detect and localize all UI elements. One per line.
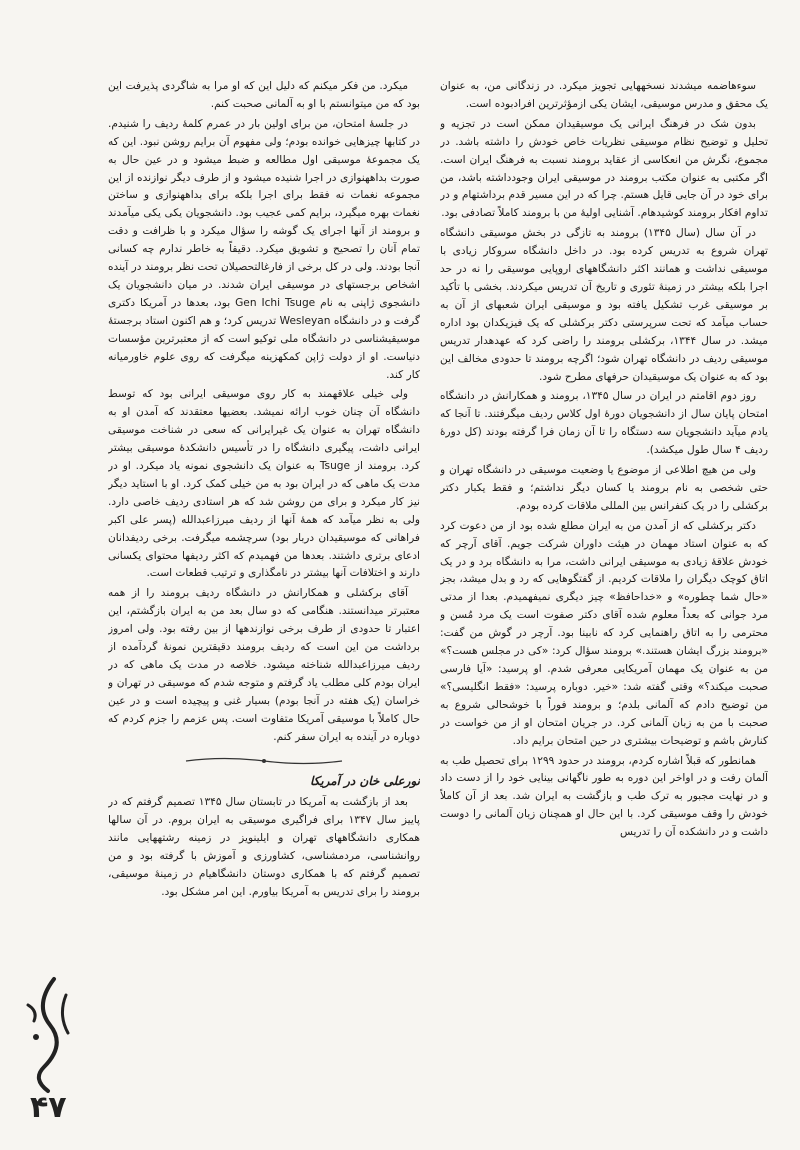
paragraph: بعد از بازگشت به آمریکا در تابستان سال ۱۳۴۵ تصمیم گرفتم که در پاییز سال ۱۳۴۷ برای فراگیری موسیقی به ایران بروم. در آن سالها همکاری دانشگاههای تهران و ایلینویز در زمینه رشتههایی مانند روانشناسی، مردمشناسی، کشاورزی و آموزش با گرفته بود و من تصمیم گرفتم که با همکاری دوستان دانشگاهیام در زمینهٔ موسیقی، برومند را برای تدریس به آمریکا بیاورم. این امر مشکل بود. <box>108 796 420 898</box>
page-number: ۴۷ <box>30 1090 67 1125</box>
paragraph: همانطور که قبلاً اشاره کردم، برومند در حدود ۱۲۹۹ برای تحصیل طب به آلمان رفت و در اواخر این دوره به طور ناگهانی بینایی خود را از دست داد و در نهایت مجبور به ترک طب و بازگشت به ایران شد. بعد از آن کاملاً خودش را وقف موسیقی کرد. با این حال او همچنان زبان آلمانی را دوست داشت و در دانشکده آن را تدریس <box>440 754 768 839</box>
section-heading: نورعلی خان در آمریکا <box>309 773 420 788</box>
paragraph: در آن سال (سال ۱۳۴۵) برومند به تازگی در بخش موسیقی دانشگاه تهران شروع به تدریس کرده بود. در داخل دانشگاه سروکار زیادی با موسیقی نداشت و همانند اکثر دانشگاههای اروپایی موسیقی را نه در حد اجرا بلکه بیشتر در زمینهٔ تئوری و تاریخ آن تدریس میکردند. بخشی با تأکید بر موسیقی غرب تشکیل یافته بود و موسیقی ایران شعبهای از آن به حساب میآمد که تحت سرپرستی دکتر برکشلی که یک فیزیکدان بود اداره میشد. در سال ۱۳۴۴، برکشلی برومند را راضی کرد که عهدهدار تدریس موسیقی ردیف در دانشگاه تهران شود؛ اگرچه برومند تا حدودی مخالف این بود که به عنوان یک موسیقیدان حرفهای مطرح شود. <box>440 227 768 383</box>
paragraph: ولی خیلی علاقهمند به کار روی موسیقی ایرانی بود که توسط دانشگاه آن چنان خوب ارائه نمیشد. بعضیها معتقدند که آمدن او به دانشگاه تهران به عنوان یک غیرایرانی که سعی در شناخت موسیقی ایرانی داشت، پیگیری دانشگاه را در تأسیس دانشکدهٔ موسیقی بیشتر کرد. برومند از Tsuge به عنوان یک دانشجوی نمونه یاد میکرد. او در مدت یک ماهی که در ایران بود به من خیلی کمک کرد. او با استاید دیگر نیز کار میکرد و برای من روشن شد که هر استادی ردیف خاصی دارد. ولی به نظر میآمد که همهٔ آنها از ردیف میرزاعبدالله (پسر علی اکبر فراهانی که موسیقیدان دربار بود) سرچشمه میگرفت. برخی ردیفدانان ادعای برتری داشتند. بعدها من فهمیدم که اکثر ردیفها محتوای یکسانی دارند و اختلافات آنها بیشتر در نامگذاری و ترتیب قطعات است. <box>108 388 420 580</box>
paragraph: در جلسهٔ امتحان، من برای اولین بار در عمرم کلمهٔ ردیف را شنیدم. در کتابها چیزهایی خوانده بودم؛ ولی مفهوم آن برایم روشن نبود. این که یک مجموعهٔ موسیقی اول مطالعه و ضبط میشود و در عین حال به صورت بداههنوازی در اجرا شنیده میشود و از طرف دیگر نوازنده از این مجموعه نغمات نه فقط برای اجرا بلکه برای بداههنوازی و ساختن نغمات بهره میگیرد، برایم کمی عجیب بود. دانشجویان یکی یکی میآمدند و برومند از آنها اجرای یک گوشه را سؤال میکرد و با ظرافت و دقت تمام آنان را تصحیح و تشویق میکرد. دقیقاً به خاطر ندارم چه کسانی آنجا بودند. ولی در کل برخی از فارغالتحصیلان تحت نظر برومند در آینده اشخاص برجستهای در موسیقی ایران شدند. در میان دانشجویان یک دانشجوی ژاپنی به نام Gen Ichi Tsuge بود، بعدها در آمریکا دکتری گرفت و در دانشگاه Wesleyan تدریس کرد؛ و هم اکنون استاد برجستهٔ موسیقیشناسی در دانشگاه ملی توکیو است که از معتبرترین مؤسسات دنیاست. او از دولت ژاپن کمکهزینه میگرفت که روی علوم خاورمیانه کار کند. <box>108 117 420 381</box>
left-text-column <box>108 78 420 1078</box>
paragraph: دکتر برکشلی که از آمدن من به ایران مطلع شده بود از من دعوت کرد که به عنوان استاد مهمان در هیئت داوران شرکت جویم. آقای آرچر که خودش علاقهٔ زیادی به موسیقی ایرانی داشت، مرا به دانشگاه برد و در یک اتاق کوچک دیگران را ملاقات کردیم. از گفتگوهایی که رد و بدل میشد، بجز «حال شما چطوره» و «خداحافظ» چیز دیگری نمیفهمیدم. بعدا از مدتی مرد جوانی که بعداً معلوم شده آقای دکتر صفوت است یک مرد مُسن و محترمی را به اتاق راهنمایی کرد که نابینا بود. آرچر در گوش من گفت: «برومند بزرگ ایشان هستند.» برومند سؤال کرد: «کی در مجلس هست؟» من به عنوان یک مهمان آمریکایی معرفی شدم. او پرسید: «آیا فارسی صحبت میکند؟» وقتی گفته شد: «خیر. دوباره پرسید: «فقط انگلیسی؟» من توضیح دادم که آلمانی بلدم؛ و برومند فوراً با خوشحالی شروع به صحبت با من به زبان آلمانی کرد. در جریان امتحان او از من خواست در کنارش باشم و توضیحات بیشتری در حین امتحان برایم داد. <box>440 519 768 747</box>
paragraph: میکرد. من فکر میکنم که دلیل این که او مرا به شاگردی پذیرفت این بود که من میتوانستم با او به آلمانی صحبت کنم. <box>108 80 420 110</box>
paragraph: ولی من هیچ اطلاعی از موضوع یا وضعیت موسیقی در دانشگاه تهران و حتی شخصی به نام برومند یا کسان دیگر نداشتم؛ و فقط یکبار دکتر برکشلی را در یک کنفرانس بین المللی ملاقات کرده بودم. <box>440 464 768 512</box>
paragraph: آقای برکشلی و همکارانش در دانشگاه ردیف برومند را از همه معتبرتر میدانستند. هنگامی که دو سال بعد من به ایران بازگشتم، این اعتبار تا حدودی از طرف برخی نوازندهها از بین رفته بود. ولی امروز برداشت من این است که ردیف برومند دقیقترین نمونهٔ گردآمده از ردیف میرزاعبدالله شناخته میشود. خلاصه در مدت یک ماهی که در ایران بودم کلی مطلب یاد گرفتم و متوجه شدم که موسیقی در تهران و خراسان (یک هفته در آنجا بودم) بسیار غنی و پیچیده است و در عین حال کاملاً با موسیقی آمریکا متفاوت است. پس عزمم را جزم کردم که دوباره در آینده به ایران سفر کنم. <box>108 587 420 743</box>
paragraph: سوءهاضمه میشدند نسخههایی تجویز میکرد. در زندگانی من، به عنوان یک محقق و مدرس موسیقی، ایشان یکی ازمؤثرترین افرادبوده است. <box>440 80 768 110</box>
right-text-column <box>440 78 768 1110</box>
paragraph: روز دوم اقامتم در ایران در سال ۱۳۴۵، برومند و همکارانش در دانشگاه امتحان پایان سال از دانشجویان دورهٔ اول کلاس ردیف میگرفتند. تا آنجا که یادم میآید دانشجویان سه دستگاه را تا آن زمان فرا گرفته بودند (کل دورهٔ ردیف ۴ سال طول میکشد). <box>440 390 768 457</box>
kerman-magazine-logo <box>14 975 84 1095</box>
section-divider-ornament <box>108 755 420 769</box>
paragraph: بدون شک در فرهنگ ایرانی یک موسیقیدان ممکن است در تجزیه و تحلیل و توضیح نظام موسیقی نظریات خاص خودش را داشته باشد. در مجموع، نگرش من انعکاسی از عقاید برومند نسبت به فرهنگ ایران است. اگر مکتبی به عنوان مکتب برومند در موسیقی ایران وجودداشته باشد، من برای خود در آن جایی قایل هستم. چرا که در این مسیر قدم برداشتهام و در تداوم افکار برومند کوشیدهام. آشنایی اولیهٔ من با برومند کاملاً تصادفی بود. <box>440 117 768 220</box>
